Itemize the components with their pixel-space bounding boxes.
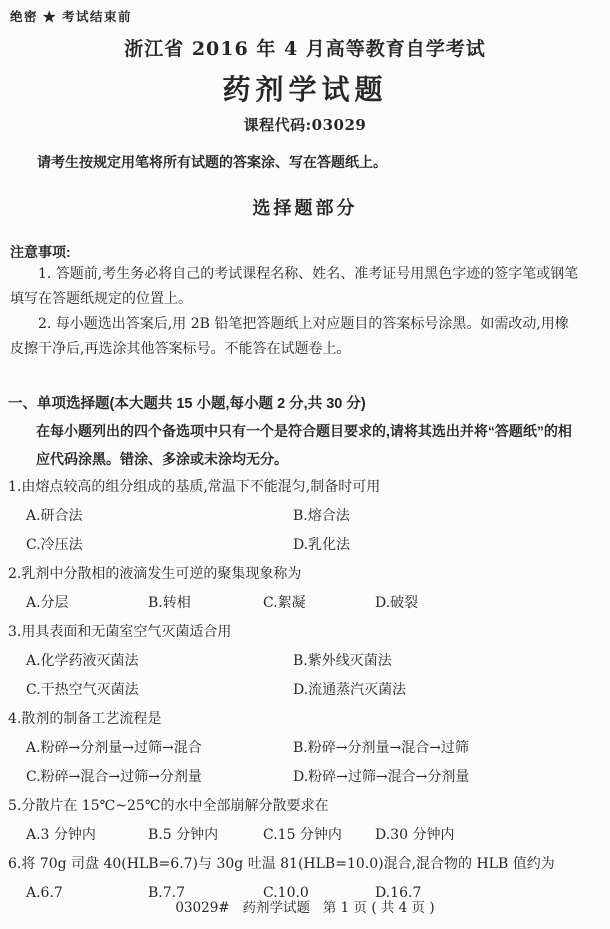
question-1-option-a: A.研合法 xyxy=(26,508,83,524)
question-5-option-a: A.3 分钟内 xyxy=(26,827,96,843)
question-6-option-c: C.10.0 xyxy=(263,885,309,901)
question-4-stem: 4.散剂的制备工艺流程是 xyxy=(8,711,162,727)
notes-title: 注意事项: xyxy=(10,244,71,260)
section-one-instruction-line-1: 在每小题列出的四个备选项中只有一个是符合题目要求的,请将其选出并将“答题纸”的相 xyxy=(36,423,572,439)
question-5-option-d: D.30 分钟内 xyxy=(375,827,455,843)
classification-label: 绝密 ★ 考试结束前 xyxy=(10,10,132,24)
answer-sheet-instruction: 请考生按规定用笔将所有试题的答案涂、写在答题纸上。 xyxy=(37,154,387,170)
question-2-option-c: C.絮凝 xyxy=(263,595,306,611)
question-6-option-d: D.16.7 xyxy=(375,885,422,901)
question-1-options xyxy=(0,502,610,560)
question-4-option-b: B.粉碎→分剂量→混合→过筛 xyxy=(293,740,469,756)
question-2-option-a: A.分层 xyxy=(26,595,69,611)
question-3-option-c: C.干热空气灭菌法 xyxy=(26,682,139,698)
page-footer: 03029# 药剂学试题 第 1 页 ( 共 4 页 ) xyxy=(175,900,435,916)
question-1-option-c: C.冷压法 xyxy=(26,537,83,553)
note-line-1-cont: 填写在答题纸规定的位置上。 xyxy=(10,291,192,307)
question-3-option-a: A.化学药液灭菌法 xyxy=(26,653,139,669)
question-5-stem: 5.分散片在 15℃~25℃的水中全部崩解分散要求在 xyxy=(8,798,329,814)
notes-block xyxy=(0,242,610,362)
question-6-stem: 6.将 70g 司盘 40(HLB=6.7)与 30g 吐温 81(HLB=10.0)混合,混合物的 HLB 值约为 xyxy=(8,856,555,872)
question-5-options xyxy=(0,821,610,850)
question-3-options xyxy=(0,647,610,705)
question-2-options xyxy=(0,589,610,618)
question-2-option-d: D.破裂 xyxy=(375,595,419,611)
question-1-stem: 1.由熔点较高的组分组成的基质,常温下不能混匀,制备时可用 xyxy=(8,479,381,495)
question-3-option-b: B.紫外线灭菌法 xyxy=(293,653,392,669)
question-1-option-d: D.乳化法 xyxy=(293,537,351,553)
question-4-option-c: C.粉碎→混合→过筛→分剂量 xyxy=(26,769,202,785)
question-5 xyxy=(0,792,610,850)
subject-title: 药剂学试题 xyxy=(222,74,388,105)
question-5-option-b: B.5 分钟内 xyxy=(148,827,219,843)
question-5-option-c: C.15 分钟内 xyxy=(263,827,342,843)
question-2 xyxy=(0,560,610,618)
question-1-option-b: B.熔合法 xyxy=(293,508,350,524)
section-part-title: 选择题部分 xyxy=(252,198,358,218)
note-line-2: 2. 每小题选出答案后,用 2B 铅笔把答题纸上对应题目的答案标号涂黑。如需改动,用橡 xyxy=(38,316,569,332)
question-4-options xyxy=(0,734,610,792)
note-line-1: 1. 答题前,考生务必将自己的考试课程名称、姓名、准考证号用黑色字迹的签字笔或钢笔 xyxy=(38,266,579,282)
question-6-option-a: A.6.7 xyxy=(26,885,63,901)
section-one-heading: 一、单项选择题(本大题共 15 小题,每小题 2 分,共 30 分) xyxy=(8,396,366,412)
question-2-stem: 2.乳剂中分散相的液滴发生可逆的聚集现象称为 xyxy=(8,566,302,582)
section-one-instruction xyxy=(0,417,610,473)
note-line-2-cont: 皮擦干净后,再选涂其他答案标号。不能答在试题卷上。 xyxy=(10,341,351,357)
question-3-stem: 3.用具表面和无菌室空气灭菌适合用 xyxy=(8,624,232,640)
question-4 xyxy=(0,705,610,792)
question-3 xyxy=(0,618,610,705)
question-2-option-b: B.转相 xyxy=(148,595,191,611)
question-4-option-d: D.粉碎→过筛→混合→分剂量 xyxy=(293,769,470,785)
question-3-option-d: D.流通蒸汽灭菌法 xyxy=(293,682,407,698)
course-code: 课程代码:03029 xyxy=(243,116,367,134)
exam-title: 浙江省 2016 年 4 月高等教育自学考试 xyxy=(124,38,486,60)
section-one-instruction-line-2: 应代码涂黑。错涂、多涂或未涂均无分。 xyxy=(36,451,288,467)
question-1 xyxy=(0,473,610,560)
question-6-option-b: B.7.7 xyxy=(148,885,186,901)
question-4-option-a: A.粉碎→分剂量→过筛→混合 xyxy=(26,740,202,756)
